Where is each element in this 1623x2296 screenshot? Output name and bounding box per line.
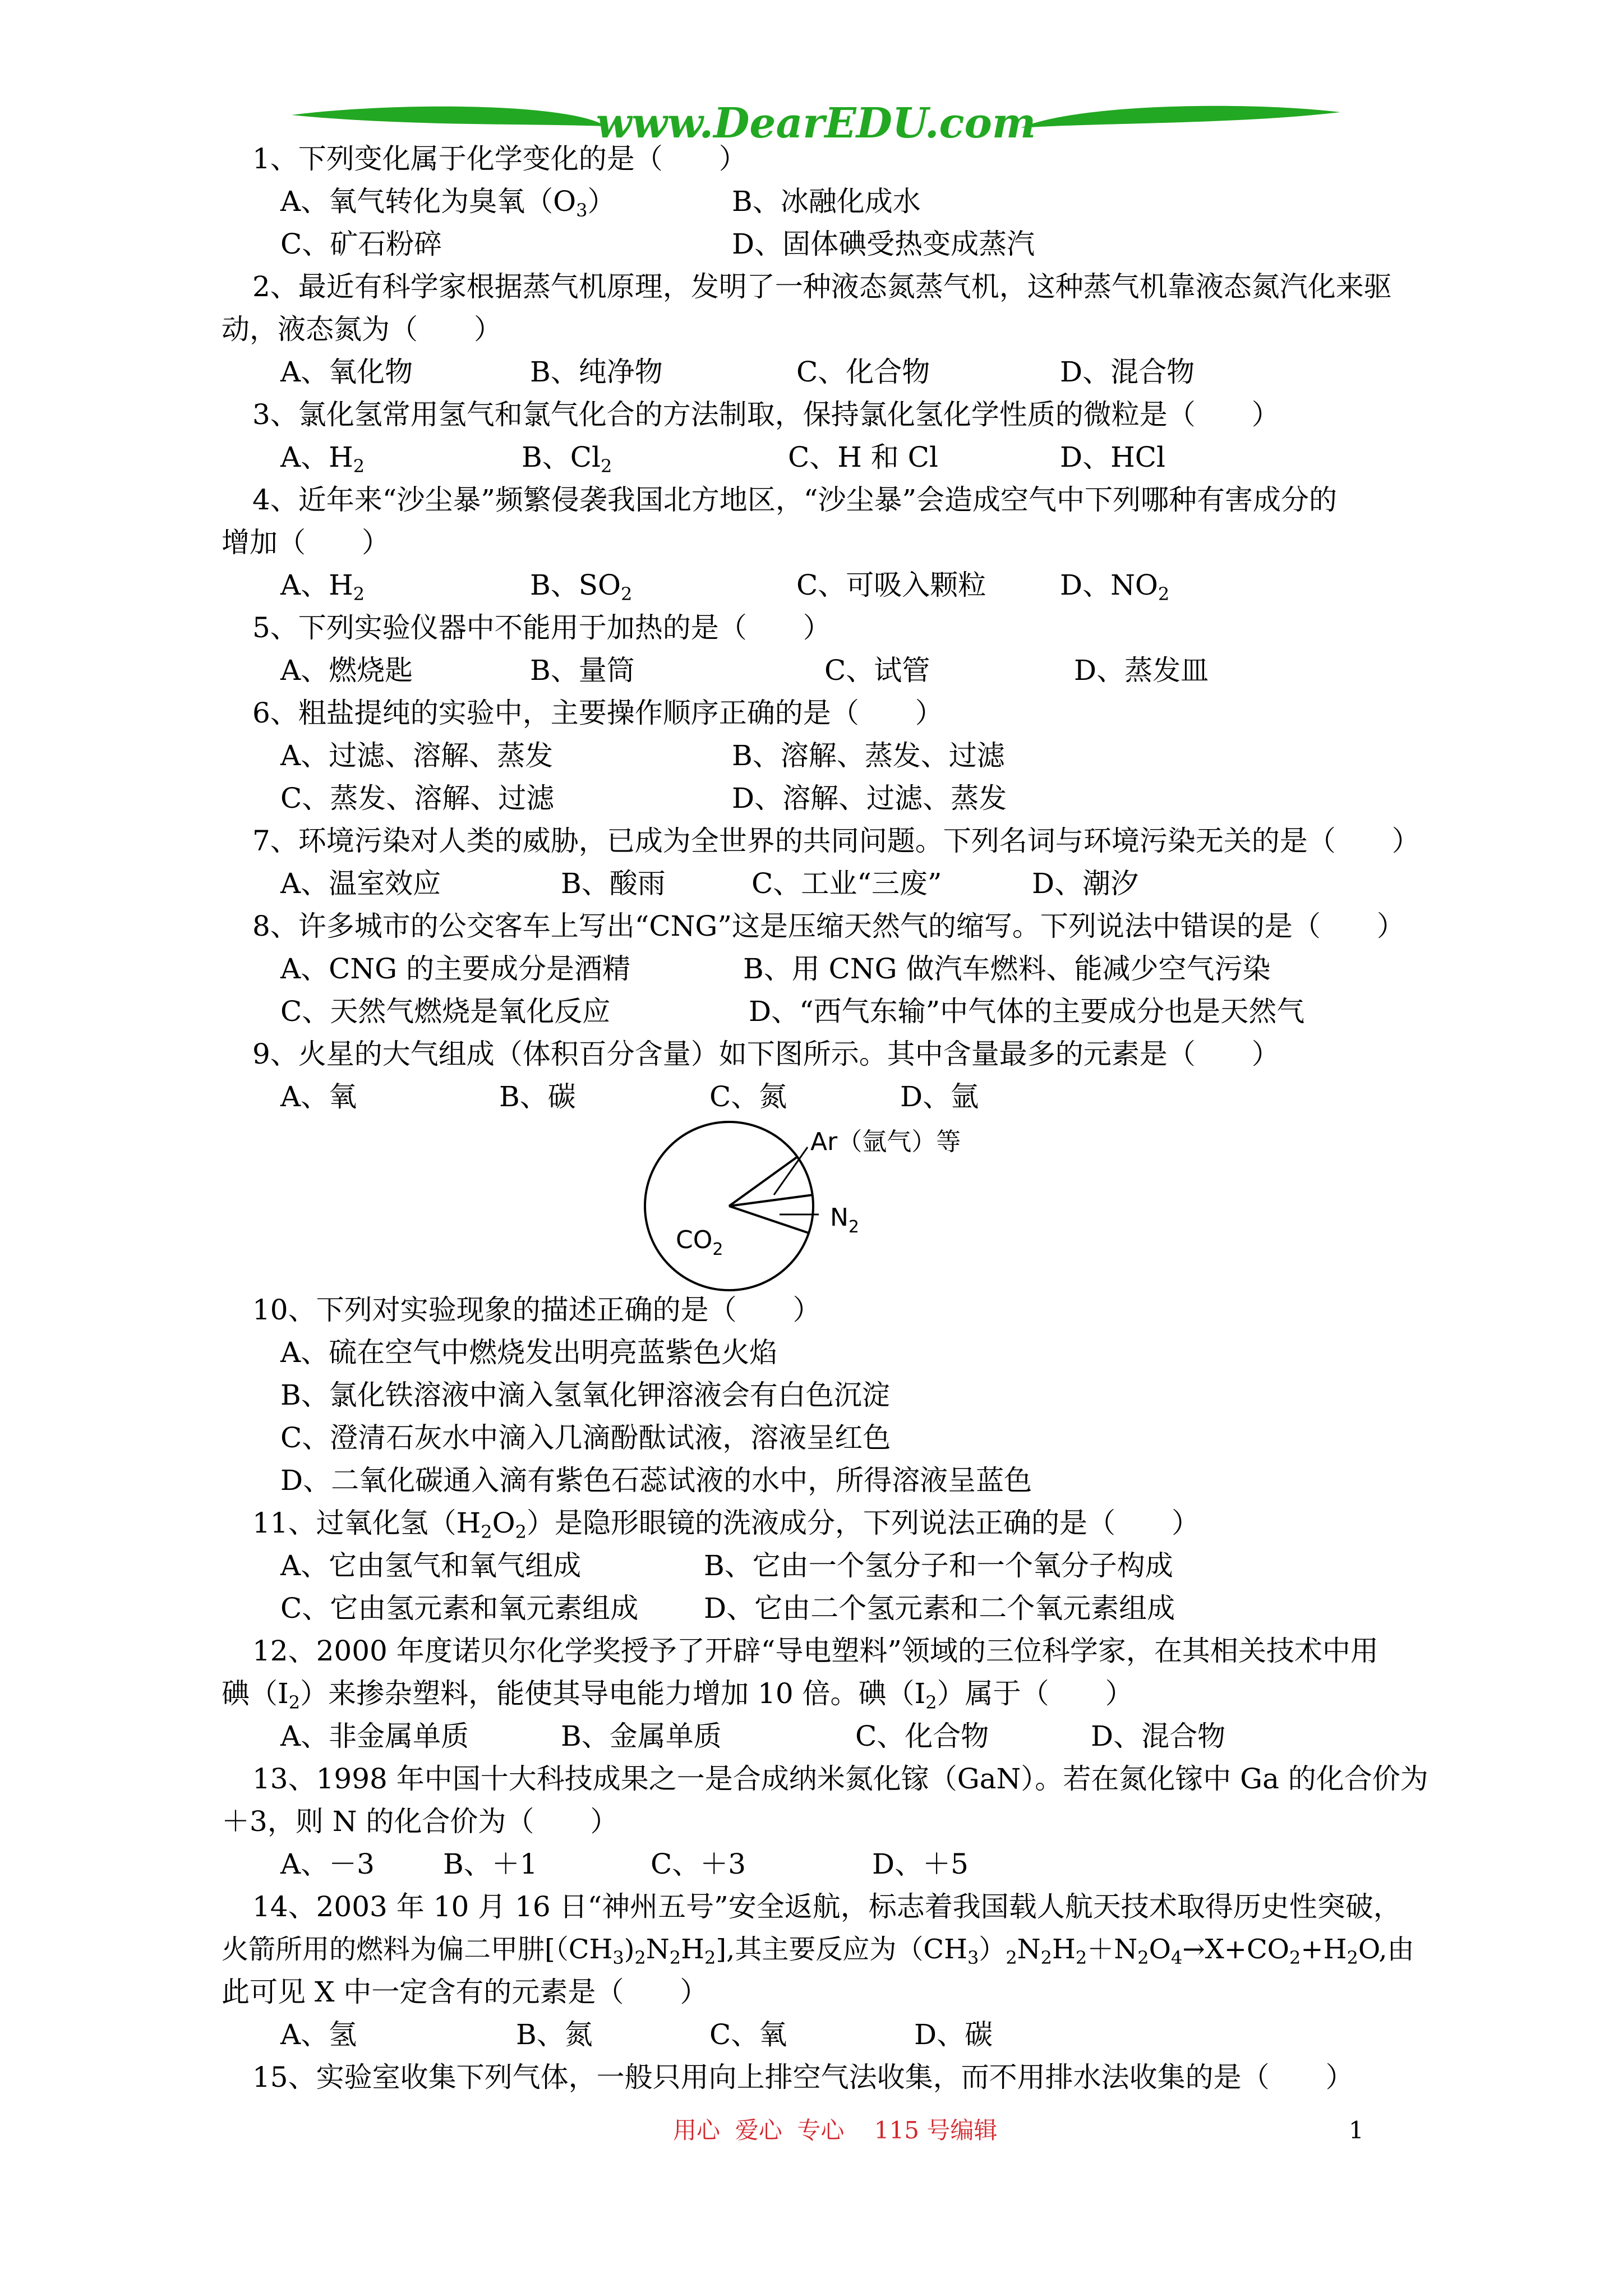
q10-stem: 10、下列对实验现象的描述正确的是（ ） [252, 1294, 821, 1326]
q4-option-b: B、$SO_2$ [530, 569, 633, 605]
q12-stem-line1: 12、2000 年度诺贝尔化学奖授予了开辟“导电塑料”领域的三位科学家，在其相关技术中用 [252, 1635, 1378, 1667]
q2-stem-line2: 动，液态氮为（ ） [222, 313, 502, 346]
q3-option-a: A、$H_2$ [280, 441, 365, 477]
q11-stem: 11、过氧化氢$(H_2O_2)$是隐形眼镜的洗液成分，下列说法正确的是（ ） [252, 1507, 1200, 1543]
q10-option-d: D、二氧化碳通入滴有紫色石蕊试液的水中，所得溶液呈蓝色 [280, 1464, 1032, 1497]
q10-option-a: A、硫在空气中燃烧发出明亮蓝紫色火焰 [280, 1336, 778, 1369]
q14-stem-line1: 14、2003 年 10 月 16 日“神州五号”安全返航，标志着我国载人航天技术取得历史性突破， [252, 1890, 1401, 1923]
q12-stem-line2: 碘$(I_2)$来掺杂塑料，能使其导电能力增加 10 倍。碘$(I_2)$属于（ ） [222, 1677, 1133, 1713]
q6-stem: 6、粗盐提纯的实验中，主要操作顺序正确的是（ ） [252, 697, 943, 729]
q14-stem-line3: 此可见 X 中一定含有的元素是（ ） [222, 1976, 708, 2008]
q4-stem-line1: 4、近年来“沙尘暴”频繁侵袭我国北方地区，“沙尘暴”会造成空气中下列哪种有害成分的 [252, 484, 1338, 516]
q1-option-b: B、冰融化成水 [732, 185, 921, 218]
q3-option-c: C、H 和 Cl [788, 441, 938, 473]
footer-editor-note: 用心 爱心 专心 115 号编辑 [673, 2116, 998, 2144]
q10-option-c: C、澄清石灰水中滴入几滴酚酞试液，溶液呈红色 [280, 1421, 891, 1454]
q8-stem: 8、许多城市的公交客车上写出“CNG”这是压缩天然气的缩写。下列说法中错误的是（ ） [252, 910, 1405, 942]
q9-option-b: B、碳 [499, 1080, 576, 1113]
q14-option-b: B、氮 [516, 2018, 593, 2051]
q3-stem: 3、氯化氢常用氢气和氯气化合的方法制取，保持氯化氢化学性质的微粒是（ ） [252, 398, 1280, 431]
q14-option-d: D、碳 [914, 2018, 993, 2051]
q7-option-b: B、酸雨 [561, 867, 666, 900]
q13-option-c: C、＋3 [651, 1848, 746, 1880]
q6-option-b: B、溶解、蒸发、过滤 [732, 739, 1005, 772]
q12-option-b: B、金属单质 [561, 1720, 722, 1752]
q4-stem-line2: 增加（ ） [222, 526, 390, 559]
q6-option-a: A、过滤、溶解、蒸发 [280, 739, 554, 772]
q2-option-a: A、氧化物 [280, 356, 413, 388]
q6-option-d: D、溶解、过滤、蒸发 [732, 782, 1007, 815]
q11-option-a: A、它由氢气和氧气组成 [280, 1549, 582, 1582]
q1-option-a: A、氧气转化为臭氧$(O_3)$ [280, 185, 616, 221]
pie-label-n2: $N_2$ [830, 1203, 860, 1237]
q11-option-d: D、它由二个氢元素和二个氧元素组成 [704, 1592, 1175, 1625]
q10-option-b: B、氯化铁溶液中滴入氢氧化钾溶液会有白色沉淀 [280, 1379, 890, 1411]
q4-option-c: C、可吸入颗粒 [796, 569, 986, 601]
q14-stem-line2: 火箭所用的燃料为偏二甲肼$[(CH_3)_2N_2H_2]$,其主要反应为$(CH_3)_2N_2H_2+N_2O_4\to X+CO_2+H_2O$,由 [222, 1934, 1414, 1968]
q8-option-a: A、CNG 的主要成分是酒精 [280, 953, 630, 985]
q8-option-b: B、用 CNG 做汽车燃料、能减少空气污染 [743, 953, 1271, 985]
q5-option-d: D、蒸发皿 [1074, 654, 1209, 687]
q12-option-d: D、混合物 [1091, 1720, 1226, 1752]
q2-stem-line1: 2、最近有科学家根据蒸气机原理，发明了一种液态氮蒸气机，这种蒸气机靠液态氮汽化来驱 [252, 270, 1392, 303]
mars-atmosphere-pie [617, 1111, 1021, 1301]
q1-stem: 1、下列变化属于化学变化的是（ ） [252, 142, 747, 175]
q5-option-a: A、燃烧匙 [280, 654, 413, 687]
page-number: 1 [1349, 2116, 1364, 2144]
q11-option-b: B、它由一个氢分子和一个氧分子构成 [704, 1549, 1173, 1582]
q2-option-c: C、化合物 [796, 356, 930, 388]
banner-left-swoosh [292, 107, 606, 126]
q13-option-d: D、＋5 [872, 1848, 969, 1880]
site-logo-text: www.DearEDU.com [596, 99, 1036, 148]
q13-option-b: B、＋1 [443, 1848, 538, 1880]
q4-option-a: A、$H_2$ [280, 569, 365, 605]
q9-option-c: C、氮 [709, 1080, 787, 1113]
q8-option-c: C、天然气燃烧是氧化反应 [280, 995, 611, 1028]
q6-option-c: C、蒸发、溶解、过滤 [280, 782, 555, 815]
q7-stem: 7、环境污染对人类的威胁，已成为全世界的共同问题。下列名词与环境污染无关的是（ ） [252, 825, 1420, 857]
q7-option-a: A、温室效应 [280, 867, 441, 900]
q3-option-d: D、HCl [1060, 441, 1165, 473]
q12-option-c: C、化合物 [855, 1720, 989, 1752]
q4-option-d: D、$NO_2$ [1060, 569, 1170, 605]
q3-option-b: B、$Cl_2$ [522, 441, 612, 477]
q1-option-c: C、矿石粉碎 [280, 228, 442, 260]
q13-stem-line2: ＋3，则 N 的化合价为（ ） [222, 1805, 619, 1838]
q5-stem: 5、下列实验仪器中不能用于加热的是（ ） [252, 611, 831, 644]
pie-divider-3 [729, 1206, 809, 1233]
q11-option-c: C、它由氢元素和氧元素组成 [280, 1592, 639, 1625]
pie-label-co2: $CO_2$ [676, 1226, 723, 1259]
q2-option-d: D、混合物 [1060, 356, 1195, 388]
q5-option-c: C、试管 [824, 654, 930, 687]
q9-option-a: A、氧 [280, 1080, 357, 1113]
q2-option-b: B、纯净物 [530, 356, 663, 388]
q12-option-a: A、非金属单质 [280, 1720, 469, 1752]
q1-option-d: D、固体碘受热变成蒸汽 [732, 228, 1035, 260]
q13-stem-line1: 13、1998 年中国十大科技成果之一是合成纳米氮化镓（GaN）。若在氮化镓中 Ga 的化合价为 [252, 1763, 1428, 1795]
q9-stem: 9、火星的大气组成（体积百分含量）如下图所示。其中含量最多的元素是（ ） [252, 1038, 1280, 1070]
q14-option-c: C、氧 [709, 2018, 787, 2051]
q15-stem: 15、实验室收集下列气体，一般只用向上排空气法收集，而不用排水法收集的是（ ） [252, 2061, 1354, 2093]
banner-right-swoosh [1021, 106, 1340, 128]
q5-option-b: B、量筒 [530, 654, 635, 687]
q7-option-c: C、工业“三废” [751, 867, 942, 900]
q7-option-d: D、潮汐 [1032, 867, 1139, 900]
q14-option-a: A、氢 [280, 2018, 357, 2051]
q8-option-d: D、“西气东输”中气体的主要成分也是天然气 [749, 995, 1305, 1028]
q13-option-a: A、－3 [280, 1848, 375, 1880]
pie-label-ar: Ar（氩气）等 [810, 1128, 961, 1156]
q9-option-d: D、氩 [900, 1080, 979, 1113]
